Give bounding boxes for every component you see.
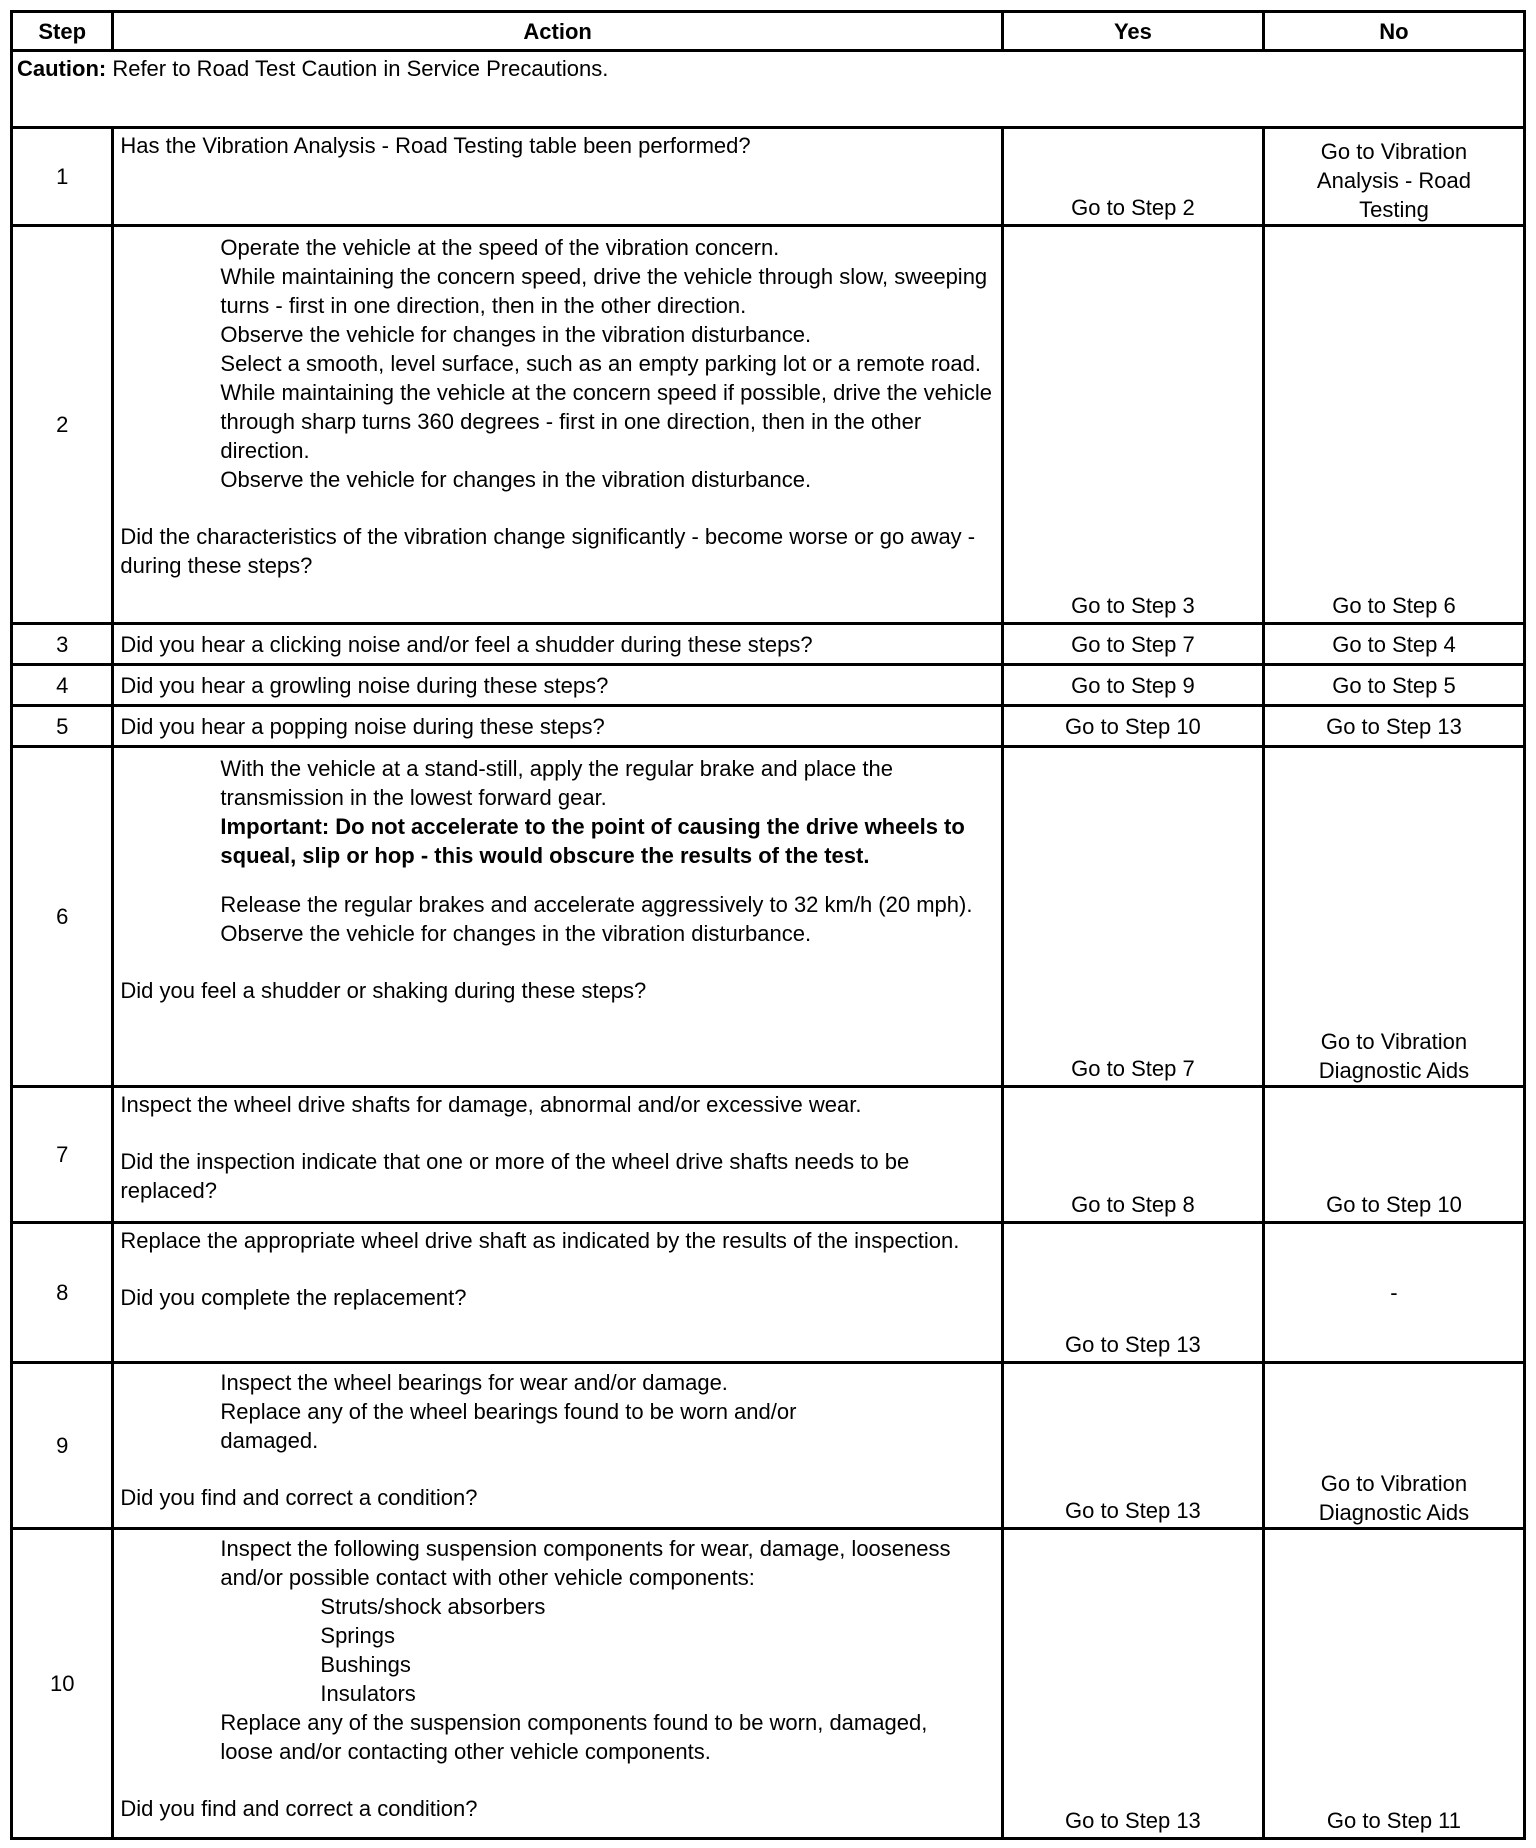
action-cell xyxy=(113,706,1003,747)
caution-cell xyxy=(12,51,1525,128)
question-text: Did the inspection indicate that one or more of the wheel drive shafts needs to be replaced? xyxy=(120,1149,910,1203)
step-number: 2 xyxy=(12,226,113,624)
yes-link[interactable]: Go to Step 2 xyxy=(1002,128,1263,226)
action-cell xyxy=(113,128,1003,226)
question-text: Did you hear a growling noise during these steps? xyxy=(120,672,609,698)
step-number: 5 xyxy=(12,706,113,747)
step-row-6 xyxy=(12,747,1525,1087)
header-step: Step xyxy=(12,12,113,51)
step-number: 3 xyxy=(12,624,113,665)
instruction-text: Replace any of the suspension components found to be worn, damaged, loose and/or contacting other vehicle components. xyxy=(220,1710,928,1764)
action-cell xyxy=(113,1363,1003,1529)
step-row-5 xyxy=(12,706,1525,747)
instruction-text: While maintaining the concern speed, drive the vehicle through slow, sweeping turns - first in one direction, then in the other direction. xyxy=(220,264,988,318)
spacer xyxy=(120,870,995,890)
diagnostic-table xyxy=(10,10,1526,1840)
yes-link[interactable]: Go to Step 7 xyxy=(1002,747,1263,1087)
step-row-1 xyxy=(12,128,1525,226)
no-link[interactable]: Go to Step 5 xyxy=(1263,665,1524,706)
step-number: 4 xyxy=(12,665,113,706)
instruction-text: Select a smooth, level surface, such as an empty parking lot or a remote road. xyxy=(220,351,981,376)
action-cell xyxy=(113,665,1003,706)
no-link[interactable]: Go to Vibration Diagnostic Aids xyxy=(1263,747,1524,1087)
question-text: Did you hear a popping noise during these steps? xyxy=(120,713,605,739)
step-number: 10 xyxy=(12,1529,113,1839)
step-row-10 xyxy=(12,1529,1525,1839)
no-link[interactable]: Go to Step 4 xyxy=(1263,624,1524,665)
instruction-text: Observe the vehicle for changes in the vibration disturbance. xyxy=(220,467,812,492)
no-link[interactable]: Go to Step 10 xyxy=(1263,1087,1524,1223)
yes-link[interactable]: Go to Step 10 xyxy=(1002,706,1263,747)
instruction-text: Inspect the wheel drive shafts for damage, abnormal and/or excessive wear. xyxy=(120,1092,862,1117)
yes-link[interactable]: Go to Step 13 xyxy=(1002,1363,1263,1529)
action-cell xyxy=(113,747,1003,1087)
instruction-text: Inspect the following suspension components for wear, damage, looseness and/or possible contact with other vehicle components: xyxy=(220,1536,951,1590)
no-link[interactable]: Go to Step 6 xyxy=(1263,226,1524,624)
question-text: Did you find and correct a condition? xyxy=(120,1796,478,1821)
instruction-text: Observe the vehicle for changes in the vibration disturbance. xyxy=(220,322,812,347)
instruction-text: Operate the vehicle at the speed of the vibration concern. xyxy=(220,235,780,260)
header-no: No xyxy=(1263,12,1524,51)
header-row xyxy=(12,12,1525,51)
question-text: Did you hear a clicking noise and/or feel a shudder during these steps? xyxy=(120,631,813,657)
instruction-text: While maintaining the vehicle at the concern speed if possible, drive the vehicle through sharp turns 360 degrees - first in one direction, then in the other direction. xyxy=(220,380,993,463)
action-cell xyxy=(113,226,1003,624)
yes-link[interactable]: Go to Step 13 xyxy=(1002,1529,1263,1839)
step-number: 6 xyxy=(12,747,113,1087)
question-text: Did you find and correct a condition? xyxy=(120,1485,478,1510)
instruction-text: Replace any of the wheel bearings found to be worn and/or damaged. xyxy=(220,1399,797,1453)
instruction-text: Inspect the wheel bearings for wear and/or damage. xyxy=(220,1370,728,1395)
no-link[interactable]: Go to Step 11 xyxy=(1263,1529,1524,1839)
step-number: 9 xyxy=(12,1363,113,1529)
step-row-9 xyxy=(12,1363,1525,1529)
spacer xyxy=(120,948,995,976)
question-text: Has the Vibration Analysis - Road Testing table been performed? xyxy=(120,133,751,158)
instruction-text: With the vehicle at a stand-still, apply the regular brake and place the transmission in the lowest forward gear. xyxy=(220,756,893,810)
step-row-2 xyxy=(12,226,1525,624)
spacer xyxy=(120,1455,995,1483)
caution-text: Refer to Road Test Caution in Service Precautions. xyxy=(106,56,609,81)
no-link[interactable]: Go to Vibration Analysis - Road Testing xyxy=(1263,128,1524,226)
step-number: 1 xyxy=(12,128,113,226)
component-item: Insulators xyxy=(320,1681,416,1706)
action-cell xyxy=(113,624,1003,665)
yes-link[interactable]: Go to Step 13 xyxy=(1002,1223,1263,1363)
action-cell xyxy=(113,1223,1003,1363)
step-number: 7 xyxy=(12,1087,113,1223)
action-cell xyxy=(113,1087,1003,1223)
yes-link[interactable]: Go to Step 8 xyxy=(1002,1087,1263,1223)
component-item: Bushings xyxy=(320,1652,411,1677)
instruction-text: Release the regular brakes and accelerate aggressively to 32 km/h (20 mph). xyxy=(220,892,973,917)
instruction-text: Observe the vehicle for changes in the vibration disturbance. xyxy=(220,921,812,946)
step-row-8 xyxy=(12,1223,1525,1363)
spacer xyxy=(120,1766,995,1794)
question-text: Did you complete the replacement? xyxy=(120,1285,467,1310)
header-action: Action xyxy=(113,12,1003,51)
no-link[interactable]: Go to Vibration Diagnostic Aids xyxy=(1263,1363,1524,1529)
no-link[interactable]: Go to Step 13 xyxy=(1263,706,1524,747)
question-text: Did the characteristics of the vibration change significantly - become worse or go away - during these steps? xyxy=(120,524,976,578)
spacer xyxy=(120,1255,995,1283)
step-row-4 xyxy=(12,665,1525,706)
spacer xyxy=(120,494,995,522)
yes-link[interactable]: Go to Step 9 xyxy=(1002,665,1263,706)
instruction-text: Replace the appropriate wheel drive shaft as indicated by the results of the inspection. xyxy=(120,1228,960,1253)
component-item: Struts/shock absorbers xyxy=(320,1594,546,1619)
spacer xyxy=(120,1119,995,1147)
header-yes: Yes xyxy=(1002,12,1263,51)
caution-row xyxy=(12,51,1525,128)
yes-link[interactable]: Go to Step 3 xyxy=(1002,226,1263,624)
step-number: 8 xyxy=(12,1223,113,1363)
important-note: Important: Do not accelerate to the point of causing the drive wheels to squeal, slip or hop - this would obscure the results of the test. xyxy=(220,814,965,868)
component-item: Springs xyxy=(320,1623,395,1648)
step-row-7 xyxy=(12,1087,1525,1223)
yes-link[interactable]: Go to Step 7 xyxy=(1002,624,1263,665)
no-link: - xyxy=(1263,1223,1524,1363)
action-cell xyxy=(113,1529,1003,1839)
question-text: Did you feel a shudder or shaking during these steps? xyxy=(120,978,647,1003)
step-row-3 xyxy=(12,624,1525,665)
caution-label: Caution: xyxy=(17,56,107,81)
